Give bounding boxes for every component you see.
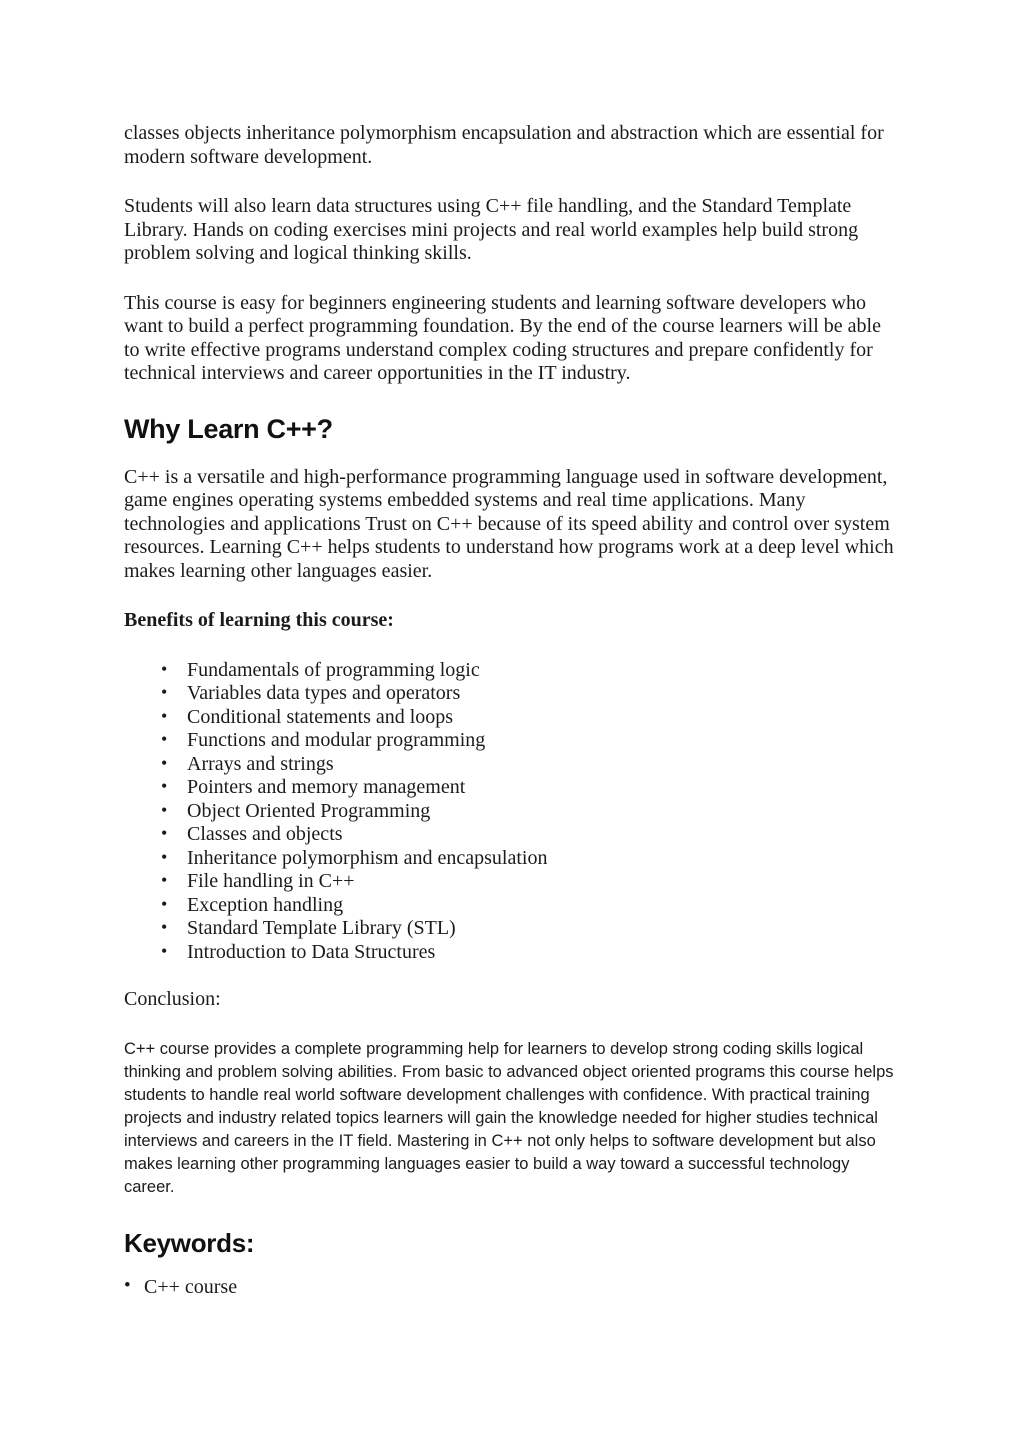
intro-paragraph-2: Students will also learn data structures using C++ file handling, and the Standard Template Library. Hands on coding exercises mini projects and real world examples help build strong problem solving and logical thinking skills. (124, 195, 859, 264)
list-item (124, 917, 900, 941)
list-item (124, 941, 900, 965)
benefit-item-label: Inheritance polymorphism and encapsulation (187, 846, 548, 869)
bullet-icon: • (161, 870, 168, 890)
list-item (124, 706, 900, 730)
bullet-icon: • (161, 940, 168, 961)
bullet-icon: • (161, 846, 168, 867)
keywords-list (124, 1275, 900, 1299)
benefit-item-label: Introduction to Data Structures (187, 940, 436, 963)
list-item (124, 753, 900, 777)
bullet-icon: • (161, 705, 168, 726)
why-learn-heading: Why Learn C++? (124, 413, 333, 444)
list-item (124, 800, 900, 824)
benefit-item-label: Standard Template Library (STL) (187, 917, 456, 939)
benefit-item-label: Exception handling (187, 893, 344, 916)
bullet-icon: • (161, 752, 168, 773)
keyword-item-label: C++ course (144, 1275, 238, 1298)
list-item (124, 870, 900, 894)
bullet-icon: • (161, 799, 168, 820)
benefits-list (124, 659, 900, 965)
benefit-item-label: Arrays and strings (187, 752, 334, 775)
bullet-icon: • (161, 658, 168, 679)
keywords-heading: Keywords: (124, 1227, 255, 1258)
benefit-item-label: Functions and modular programming (187, 729, 486, 751)
bullet-icon: • (161, 682, 168, 702)
benefit-item-label: Pointers and memory management (187, 776, 466, 798)
benefit-item-label: File handling in C++ (187, 870, 355, 892)
bullet-icon: • (161, 729, 168, 749)
benefit-item-label: Fundamentals of programming logic (187, 658, 480, 681)
benefit-item-label: Conditional statements and loops (187, 705, 454, 728)
list-item (124, 659, 900, 683)
bullet-icon: • (161, 823, 168, 843)
list-item (124, 894, 900, 918)
benefit-item-label: Object Oriented Programming (187, 799, 431, 822)
benefits-heading: Benefits of learning this course: (124, 609, 394, 631)
list-item (124, 847, 900, 871)
list-item (124, 682, 900, 706)
list-item (124, 776, 900, 800)
bullet-icon: • (161, 893, 168, 914)
conclusion-paragraph: C++ course provides a complete programming help for learners to develop strong coding skills logical thinking and problem solving abilities. From basic to advanced object oriented programs this course helps students to handle real world software development challenges with confidence. With practical training projects and industry related topics learners will gain the knowledge needed for higher studies technical interviews and careers in the IT field. Mastering in C++ not only helps to software development but also makes learning other programming languages easier to build a way toward a successful technology career. (124, 1039, 894, 1196)
why-learn-paragraph: C++ is a versatile and high-performance programming language used in software development, game engines operating systems embedded systems and real time applications. Many technologies and applications Trust on C++ because of its speed ability and control over system resources. Learning C++ helps students to understand how programs work at a deep level which makes learning other languages easier. (124, 465, 894, 582)
benefit-item-label: Variables data types and operators (187, 682, 461, 704)
list-item (124, 1275, 900, 1299)
bullet-icon: • (124, 1274, 131, 1296)
list-item (124, 729, 900, 753)
bullet-icon: • (161, 917, 168, 937)
intro-paragraph-1: classes objects inheritance polymorphism encapsulation and abstraction which are essential for modern software development. (124, 122, 884, 168)
bullet-icon: • (161, 776, 168, 796)
intro-paragraph-3: This course is easy for beginners engineering students and learning software developers who want to build a perfect programming foundation. By the end of the course learners will be able to write effective programs understand complex coding structures and prepare confidently for technical interviews and career opportunities in the IT industry. (124, 291, 881, 384)
conclusion-heading: Conclusion: (124, 988, 221, 1010)
benefit-item-label: Classes and objects (187, 823, 343, 845)
list-item (124, 823, 900, 847)
